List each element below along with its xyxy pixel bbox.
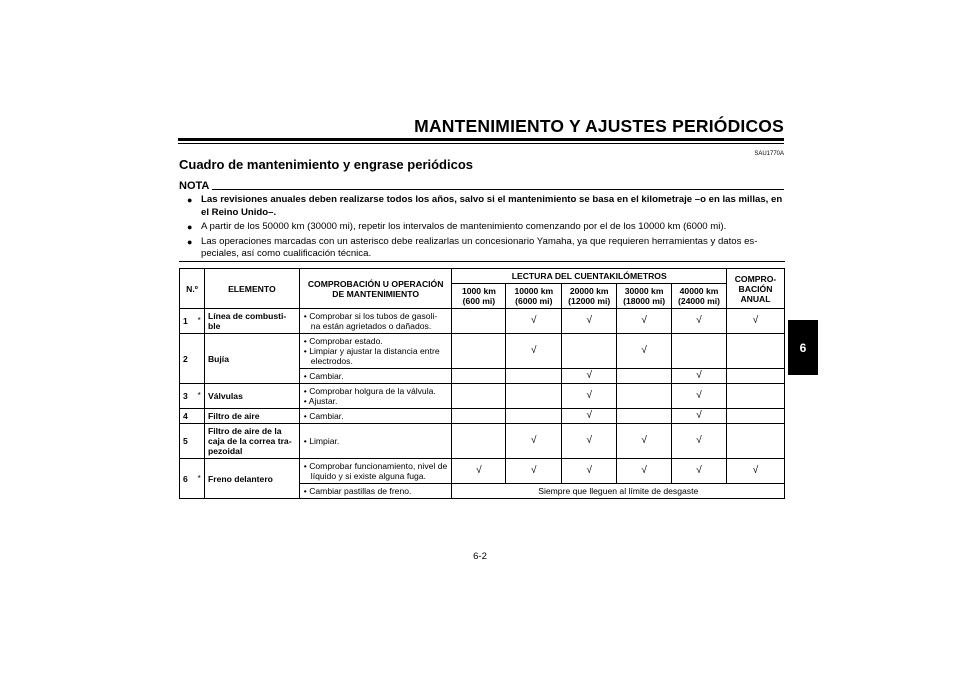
asterisk-mark: * <box>194 459 204 499</box>
operation-item: • Limpiar. <box>303 436 340 446</box>
header-annual: COMPRO- BACIÓN ANUAL <box>726 269 784 309</box>
row-operation <box>299 484 452 499</box>
check-cell: √ <box>672 424 727 459</box>
operation-item: • Ajustar. <box>303 396 338 406</box>
check-cell: √ <box>562 384 617 409</box>
nota-item-text: A partir de los 50000 km (30000 mi), repetir los intervalos de mantenimiento comenzando por el de los 10000 km (6000 mi). <box>201 221 727 233</box>
page-header-title: MANTENIMIENTO Y AJUSTES PERIÓDICOS <box>414 116 784 136</box>
operation-item: • Comprobar estado. <box>303 336 383 346</box>
check-cell: √ <box>506 309 562 334</box>
header-operation: COMPROBACIÓN U OPERACIÓN DE MANTENIMIENTO <box>299 269 452 309</box>
check-cell: √ <box>672 384 727 409</box>
row-number: 2 <box>180 334 195 384</box>
check-cell: √ <box>726 309 784 334</box>
document-code: SAU1770A <box>754 151 784 157</box>
asterisk-cell <box>194 424 204 459</box>
check-cell: √ <box>617 459 672 484</box>
row-element: Línea de combusti- ble <box>204 309 299 334</box>
check-cell <box>726 334 784 369</box>
check-cell: √ <box>617 309 672 334</box>
row-number: 5 <box>180 424 195 459</box>
nota-item-text: Las revisiones anuales deben realizarse todos los años, salvo si el mantenimiento se basa en el kilometraje –o en las millas, en el Reino Unido–. <box>201 194 783 218</box>
header-interval: 20000 km (12000 mi) <box>562 284 617 309</box>
chapter-tab-label: 6 <box>799 340 807 355</box>
asterisk-mark: * <box>194 309 204 334</box>
check-cell <box>452 384 506 409</box>
table-row <box>180 459 785 484</box>
nota-item <box>179 221 785 234</box>
table-row <box>180 409 785 424</box>
check-cell: √ <box>562 369 617 384</box>
row-element: Válvulas <box>204 384 299 409</box>
nota-item-text: Las operaciones marcadas con un asterisco debe realizarlas un concesionario Yamaha, ya que requieren herramientas y datos es- peciales, así como cualificación técnica. <box>201 235 758 260</box>
check-cell <box>726 409 784 424</box>
row-operation <box>299 309 452 334</box>
nota-end-rule <box>179 261 785 262</box>
bullet-icon: ● <box>187 195 193 205</box>
check-cell: √ <box>672 409 727 424</box>
check-cell: √ <box>672 309 727 334</box>
operation-item: • Comprobar si los tubos de gasoli- na están agrietados o dañados. <box>303 311 438 331</box>
check-cell: √ <box>506 424 562 459</box>
table-header-row <box>180 269 785 284</box>
row-operation <box>299 369 452 384</box>
check-cell <box>672 334 727 369</box>
maintenance-table <box>179 268 785 499</box>
bullet-icon: ● <box>187 236 193 247</box>
row-element: Filtro de aire <box>204 409 299 424</box>
check-cell: √ <box>562 309 617 334</box>
table-row <box>180 334 785 369</box>
check-cell <box>562 334 617 369</box>
table-row <box>180 384 785 409</box>
table-row <box>180 309 785 334</box>
row-operation <box>299 409 452 424</box>
nota-rule <box>212 189 784 190</box>
check-cell: √ <box>506 334 562 369</box>
nota-item <box>179 194 785 219</box>
row-element: Filtro de aire de la caja de la correa tra- pezoidal <box>204 424 299 459</box>
wear-limit-note: Siempre que lleguen al límite de desgaste <box>452 484 785 499</box>
header-interval: 40000 km (24000 mi) <box>672 284 727 309</box>
check-cell <box>617 384 672 409</box>
check-cell <box>617 409 672 424</box>
row-operation <box>299 459 452 484</box>
nota-heading <box>179 180 784 194</box>
section-title: Cuadro de mantenimiento y engrase periódicos <box>179 157 474 172</box>
row-operation <box>299 334 452 369</box>
check-cell: √ <box>672 369 727 384</box>
check-cell <box>452 309 506 334</box>
table-row <box>180 424 785 459</box>
check-cell: √ <box>562 409 617 424</box>
check-cell: √ <box>506 459 562 484</box>
nota-list <box>179 194 785 263</box>
check-cell <box>506 384 562 409</box>
header-element: ELEMENTO <box>204 269 299 309</box>
nota-label: NOTA <box>179 180 210 192</box>
header-interval: 30000 km (18000 mi) <box>617 284 672 309</box>
check-cell <box>452 334 506 369</box>
check-cell: √ <box>452 459 506 484</box>
check-cell <box>506 369 562 384</box>
row-number: 6 <box>180 459 195 499</box>
asterisk-cell <box>194 409 204 424</box>
check-cell <box>726 369 784 384</box>
row-operation <box>299 384 452 409</box>
check-cell <box>506 409 562 424</box>
header-odometer: LECTURA DEL CUENTAKILÓMETROS <box>452 269 726 284</box>
check-cell <box>452 424 506 459</box>
operation-item: • Cambiar pastillas de freno. <box>303 486 412 496</box>
bullet-icon: ● <box>187 222 193 233</box>
operation-item: • Comprobar funcionamiento, nivel de líquido y si existe alguna fuga. <box>303 461 448 481</box>
check-cell: √ <box>562 459 617 484</box>
header-interval: 10000 km (6000 mi) <box>506 284 562 309</box>
header-num: N.º <box>180 269 205 309</box>
page-number: 6-2 <box>473 551 487 562</box>
check-cell <box>452 409 506 424</box>
header-interval: 1000 km (600 mi) <box>452 284 506 309</box>
check-cell: √ <box>617 334 672 369</box>
header-rule <box>178 138 784 141</box>
row-number: 4 <box>180 409 195 424</box>
check-cell <box>452 369 506 384</box>
header-rule-thin <box>178 143 784 144</box>
nota-item <box>179 236 785 261</box>
asterisk-mark: * <box>194 384 204 409</box>
row-number: 1 <box>180 309 195 334</box>
check-cell <box>726 424 784 459</box>
check-cell <box>726 384 784 409</box>
check-cell <box>617 369 672 384</box>
operation-item: • Comprobar holgura de la válvula. <box>303 386 436 396</box>
chapter-tab <box>788 320 818 375</box>
row-element: Bujía <box>204 334 299 384</box>
check-cell: √ <box>617 424 672 459</box>
row-element: Freno delantero <box>204 459 299 499</box>
row-operation <box>299 424 452 459</box>
check-cell: √ <box>672 459 727 484</box>
asterisk-cell <box>194 334 204 384</box>
operation-item: • Cambiar. <box>303 371 344 381</box>
operation-item: • Cambiar. <box>303 411 344 421</box>
operation-item: • Limpiar y ajustar la distancia entre electrodos. <box>303 346 440 366</box>
check-cell: √ <box>562 424 617 459</box>
check-cell: √ <box>726 459 784 484</box>
row-number: 3 <box>180 384 195 409</box>
